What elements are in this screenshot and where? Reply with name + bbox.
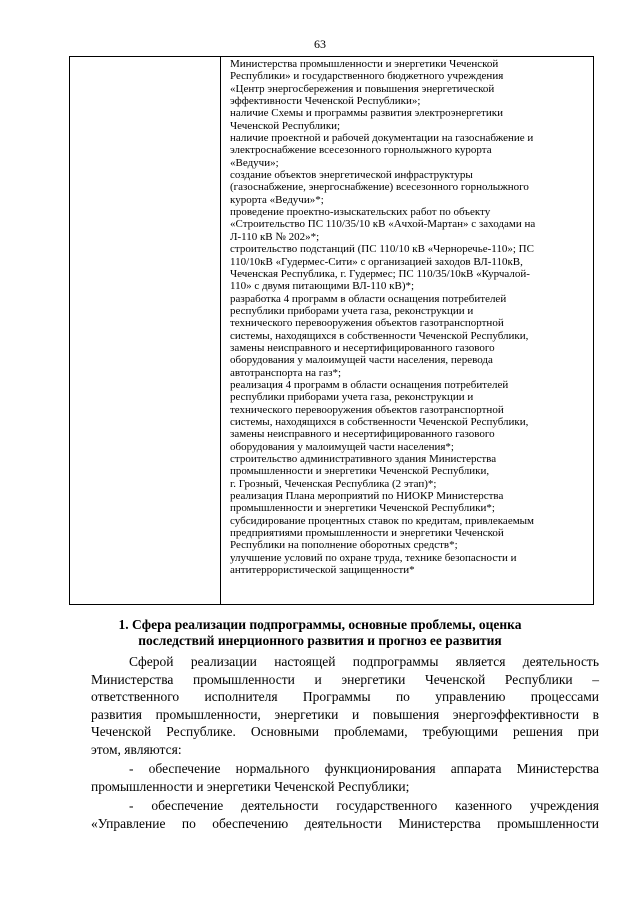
table-cell-line: системы, находящихся в собственности Чеченской Республики, [230, 415, 529, 428]
table-cell-line: системы, находящихся в собственности Чеченской Республики, [230, 329, 529, 342]
paragraph-line: Министерства промышленности и энергетики Чеченской Республики – [91, 671, 599, 687]
bullet-line: промышленности и энергетики Чеченской Республики; [91, 778, 410, 794]
page-number: 63 [314, 37, 326, 51]
table-cell-line: эффективности Чеченской Республики»; [230, 95, 421, 108]
table-cell-line: промышленности и энергетики Чеченской Республики*; [230, 502, 495, 515]
table-cell-line: Министерства промышленности и энергетики Чеченской [230, 58, 499, 70]
table-cell-line: технического перевооружения объектов газотранспортной [230, 317, 504, 330]
table-cell-line: Чеченская Республика, г. Гудермес; ПС 110/35/10кВ «Курчалой- [230, 267, 530, 280]
paragraph-line: Чеченской Республике. Основными проблемами, требующими решения при [91, 724, 599, 739]
table-cell-line: «Ведучи»; [230, 156, 279, 169]
table-cell-line: «Центр энергосбережения и повышения энергетической [230, 82, 495, 95]
table-cell-line: курорта «Ведучи»*; [230, 193, 324, 206]
section-heading [0, 617, 640, 649]
table-cell-line: Республики» и государственного бюджетного учреждения [230, 70, 504, 83]
table-cell-line: 110/10кВ «Гудермес-Сити» с организацией заходов ВЛ-110кВ, [230, 255, 523, 268]
table-cell-line: строительство подстанций (ПС 110/10 кВ «Черноречье-110»; ПС [230, 243, 534, 256]
table-cell-line: 110» с двумя питающими ВЛ-110 кВ)*; [230, 280, 415, 293]
paragraph-line: этом, являются: [91, 741, 182, 757]
table-cell-line: наличие проектной и рабочей документации на газоснабжение и [230, 132, 534, 145]
table-cell-line: республики приборами учета газа, реконструкции и [230, 304, 474, 317]
bullet-line: «Управление по обеспечению деятельности Министерства промышленности [91, 815, 599, 831]
table-cell-line: промышленности и энергетики Чеченской Республики, [230, 465, 490, 478]
table-cell-line: республики приборами учета газа, реконструкции и [230, 391, 474, 404]
table-cell-line: реализация 4 программ в области оснащения потребителей [230, 378, 509, 391]
section-body [91, 653, 599, 832]
table-cell-line: технического перевооружения объектов газотранспортной [230, 403, 504, 416]
heading-line-1: 1. Сфера реализации подпрограммы, основные проблемы, оценка [118, 617, 522, 632]
table-cell-line: строительство административного здания Министерства [230, 453, 497, 465]
column-divider [220, 57, 221, 604]
table-cell-line: замены неисправного и несертифицированного газового [230, 341, 495, 354]
table-cell-line: Чеченской Республики; [230, 119, 341, 132]
table-cell-line: наличие Схемы и программы развития электроэнергетики [230, 107, 503, 120]
bullet-line: - обеспечение нормального функционирования аппарата Министерства [129, 761, 599, 776]
table-cell-line: Республики на пополнение оборотных средств*; [230, 539, 458, 552]
heading-line-2: последствий инерционного развития и прогноз ее развития [138, 633, 502, 648]
bullet-item [91, 797, 599, 832]
bullet-item [91, 760, 599, 795]
intro-paragraph [91, 653, 599, 758]
table-cell-line: оборудования у малоимущей части населения, перевода [230, 354, 493, 367]
table-cell-line: Л-110 кВ № 202»*; [230, 230, 320, 243]
table-cell-line: электроснабжение всесезонного горнолыжного курорта [230, 144, 492, 157]
table-cell-line: разработка 4 программ в области оснащения потребителей [230, 292, 507, 305]
table-cell-line: улучшение условий по охране труда, технике безопасности и [230, 551, 517, 564]
table-cell-line: замены неисправного и несертифицированного газового [230, 428, 495, 441]
activities-cell [230, 58, 592, 576]
table-cell-line: оборудования у малоимущей части населения*; [230, 440, 454, 453]
table-cell-line: «Строительство ПС 110/35/10 кВ «Ачхой-Мартан» с заходами на [230, 218, 536, 231]
paragraph-line: Сферой реализации настоящей подпрограммы является деятельность [129, 654, 599, 669]
table-cell-line: автотранспорта на газ*; [230, 366, 342, 379]
table-cell-line: проведение проектно-изыскательских работ по объекту [230, 206, 491, 219]
table-cell-line: субсидирование процентных ставок по кредитам, привлекаемым [230, 514, 535, 527]
table-cell-line: антитеррористической защищенности* [230, 564, 415, 577]
bullet-line: - обеспечение деятельности государственного казенного учреждения [129, 798, 599, 813]
activities-table [69, 56, 594, 605]
paragraph-line: развития промышленности, энергетики и повышения энергоэффективности в [91, 706, 599, 722]
table-cell-line: реализация Плана мероприятий по НИОКР Министерства [230, 490, 504, 503]
table-cell-line: г. Грозный, Чеченская Республика (2 этап)*; [230, 477, 437, 490]
table-cell-line: создание объектов энергетической инфраструктуры [230, 169, 473, 182]
table-cell-line: (газоснабжение, энергоснабжение) всесезонного горнолыжного [230, 181, 529, 194]
paragraph-line: ответственного исполнителя Программы по управлению процессами [91, 689, 599, 704]
table-cell-line: предприятиями промышленности и энергетики Чеченской [230, 527, 504, 540]
